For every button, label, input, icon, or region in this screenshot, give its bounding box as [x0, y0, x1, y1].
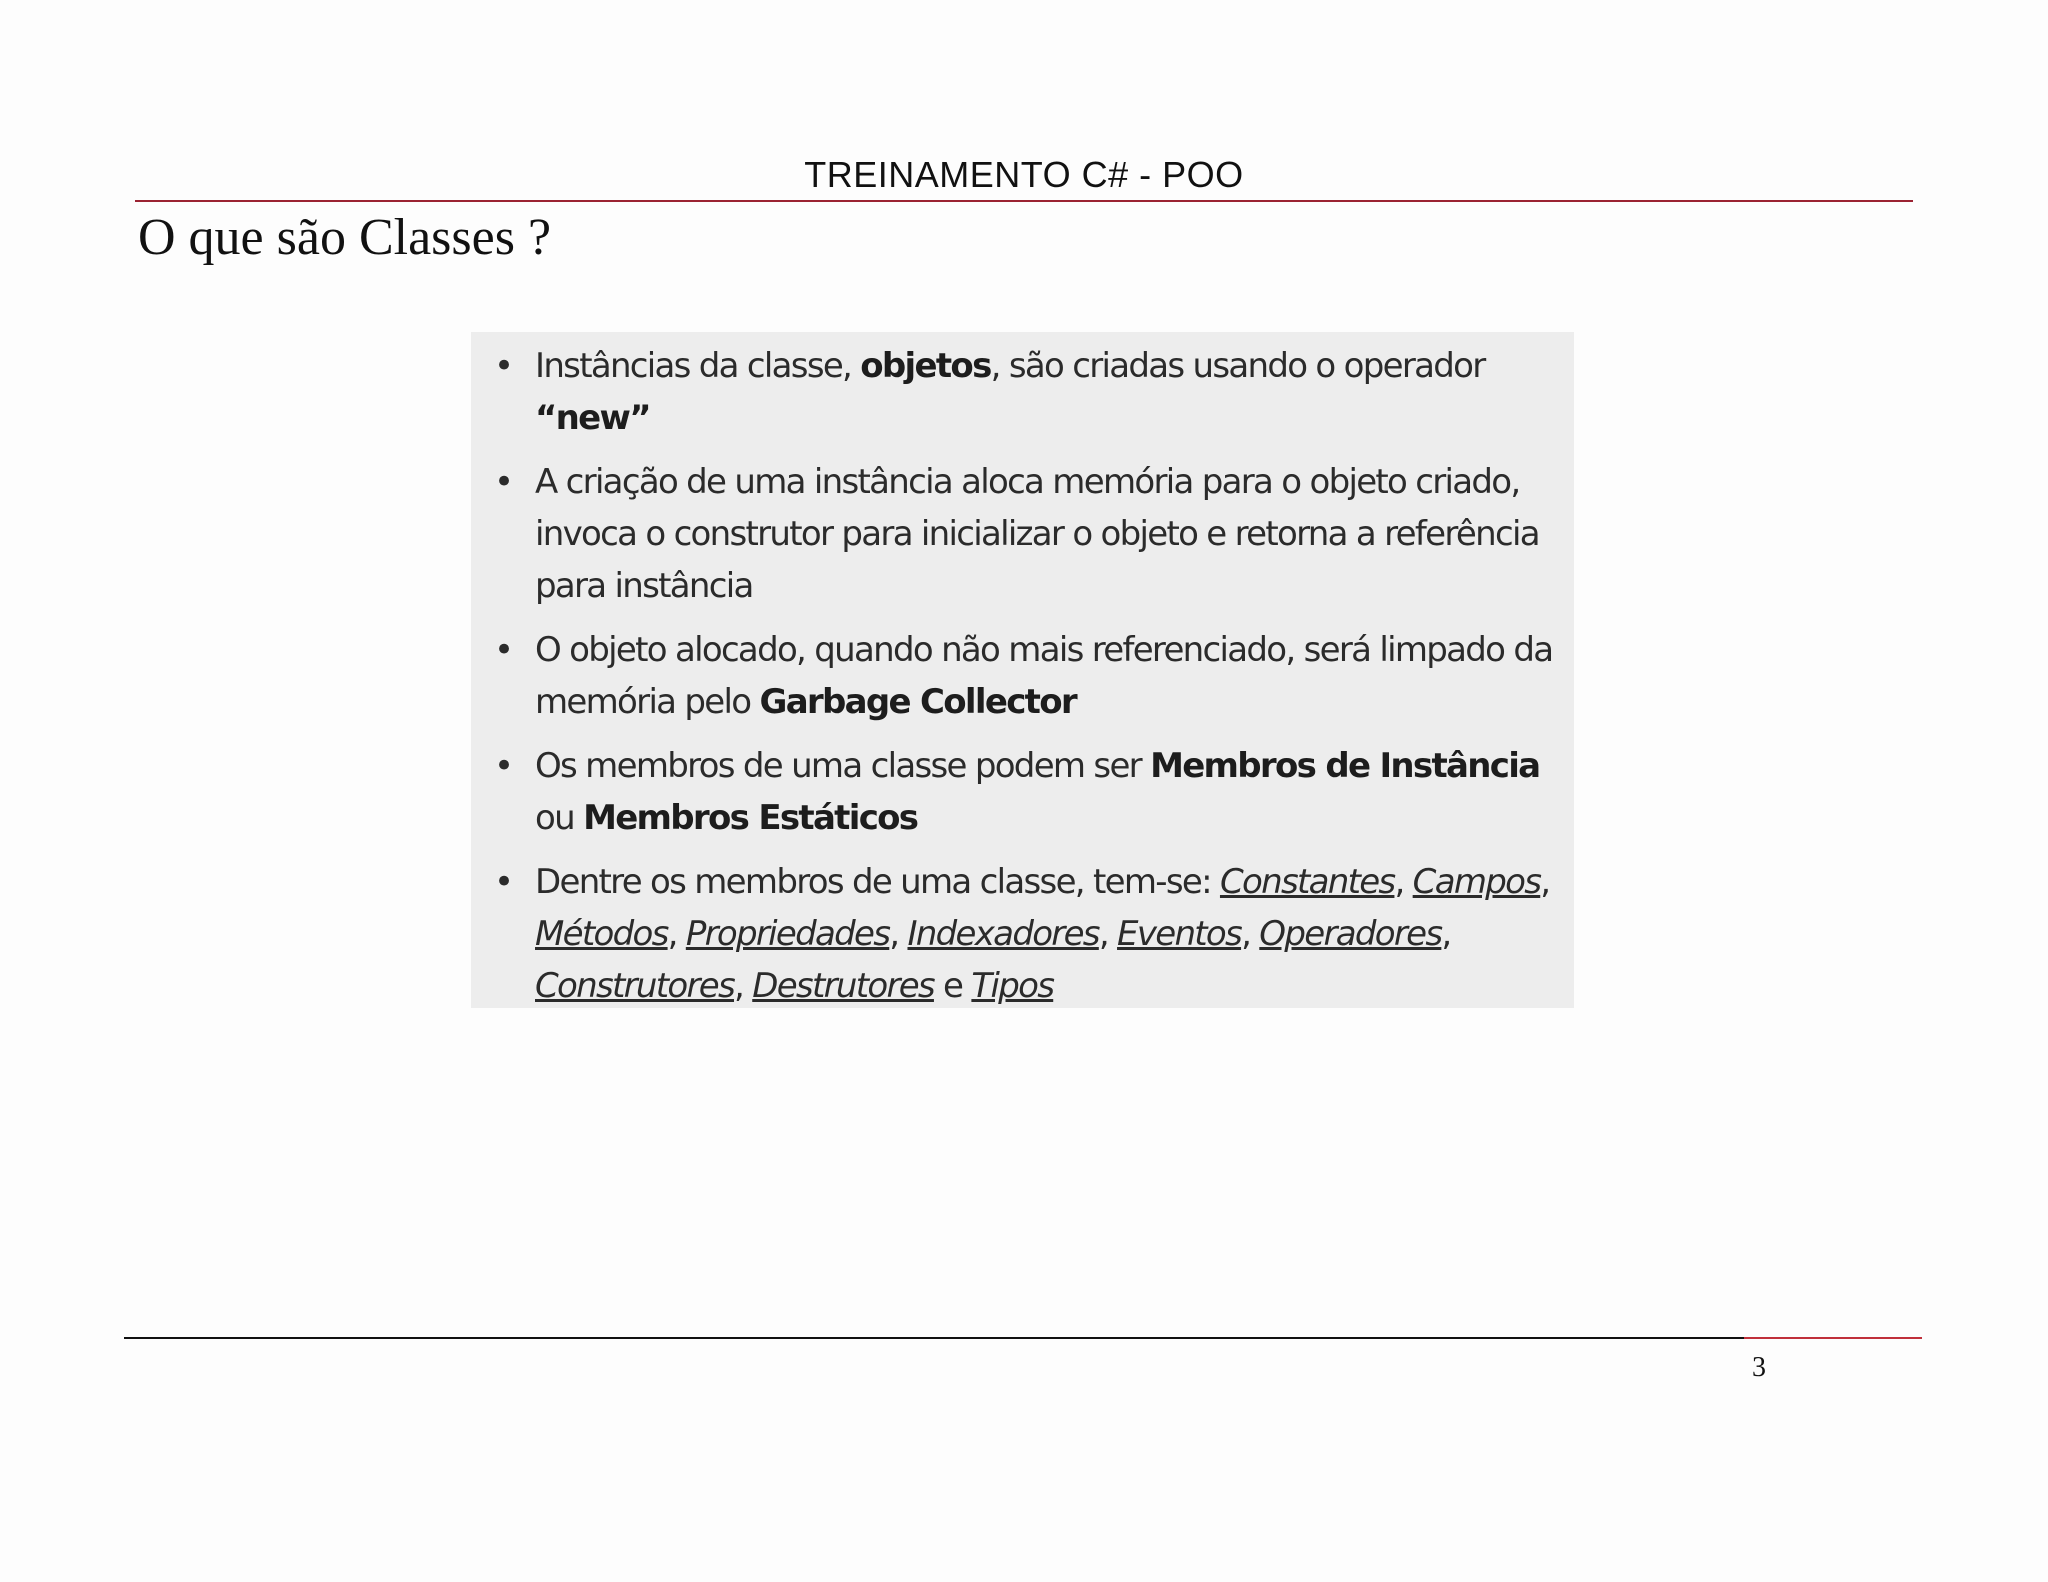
page-number: 3 [1752, 1352, 1766, 1383]
separator: , [1098, 914, 1118, 954]
list-item-text: ou [535, 798, 584, 838]
separator: , [1394, 862, 1413, 902]
bullet-icon: • [493, 346, 515, 386]
list-item [489, 624, 1558, 728]
member-metodos: Métodos [535, 914, 668, 954]
member-campos: Campos [1412, 862, 1541, 902]
list-item [489, 856, 1558, 1012]
conjunction: e [933, 966, 972, 1006]
bullet-icon: • [493, 746, 515, 786]
list-item-text: , são criadas usando o operador [990, 346, 1485, 386]
separator: , [734, 966, 753, 1006]
list-item [489, 456, 1558, 612]
bullet-icon: • [493, 630, 515, 670]
member-tipos: Tipos [971, 966, 1054, 1006]
list-item [489, 740, 1558, 844]
list-item [489, 340, 1558, 444]
member-indexadores: Indexadores [907, 914, 1099, 954]
member-constantes: Constantes [1219, 862, 1395, 902]
bullet-list [489, 340, 1558, 1012]
list-item-text: O objeto alocado, quando não mais referenciado, será limpado da memória pelo [535, 630, 1553, 722]
separator: , [1241, 914, 1260, 954]
list-item-bold: objetos [860, 346, 991, 386]
member-eventos: Eventos [1117, 914, 1242, 954]
separator: , [889, 914, 908, 954]
list-item-text: Instâncias da classe, [535, 346, 861, 386]
separator: , [1540, 862, 1550, 902]
header-divider [135, 200, 1913, 202]
list-item-bold: Membros Estáticos [583, 798, 918, 838]
list-item-bold: Garbage Collector [759, 682, 1076, 722]
page-title: O que são Classes ? [138, 209, 552, 266]
member-operadores: Operadores [1259, 914, 1442, 954]
list-item-text: A criação de uma instância aloca memória para o objeto criado, invoca o construtor para inicializar o objeto e retorna a referência para instância [535, 462, 1539, 606]
member-construtores: Construtores [535, 966, 735, 1006]
separator: , [1441, 914, 1451, 954]
bullet-icon: • [493, 462, 515, 502]
document-header-title: TREINAMENTO C# - POO [804, 154, 1244, 195]
member-destrutores: Destrutores [752, 966, 934, 1006]
list-item-text: Os membros de uma classe podem ser [535, 746, 1151, 786]
member-propriedades: Propriedades [685, 914, 890, 954]
list-item-bold: “new” [535, 398, 650, 438]
list-item-text: Dentre os membros de uma classe, tem-se: [535, 862, 1220, 902]
separator: , [667, 914, 686, 954]
list-item-bold: Membros de Instância [1150, 746, 1540, 786]
slide-image [471, 332, 1574, 1008]
footer-divider [124, 1337, 1744, 1339]
bullet-icon: • [493, 862, 515, 902]
footer-accent-divider [1744, 1337, 1922, 1339]
